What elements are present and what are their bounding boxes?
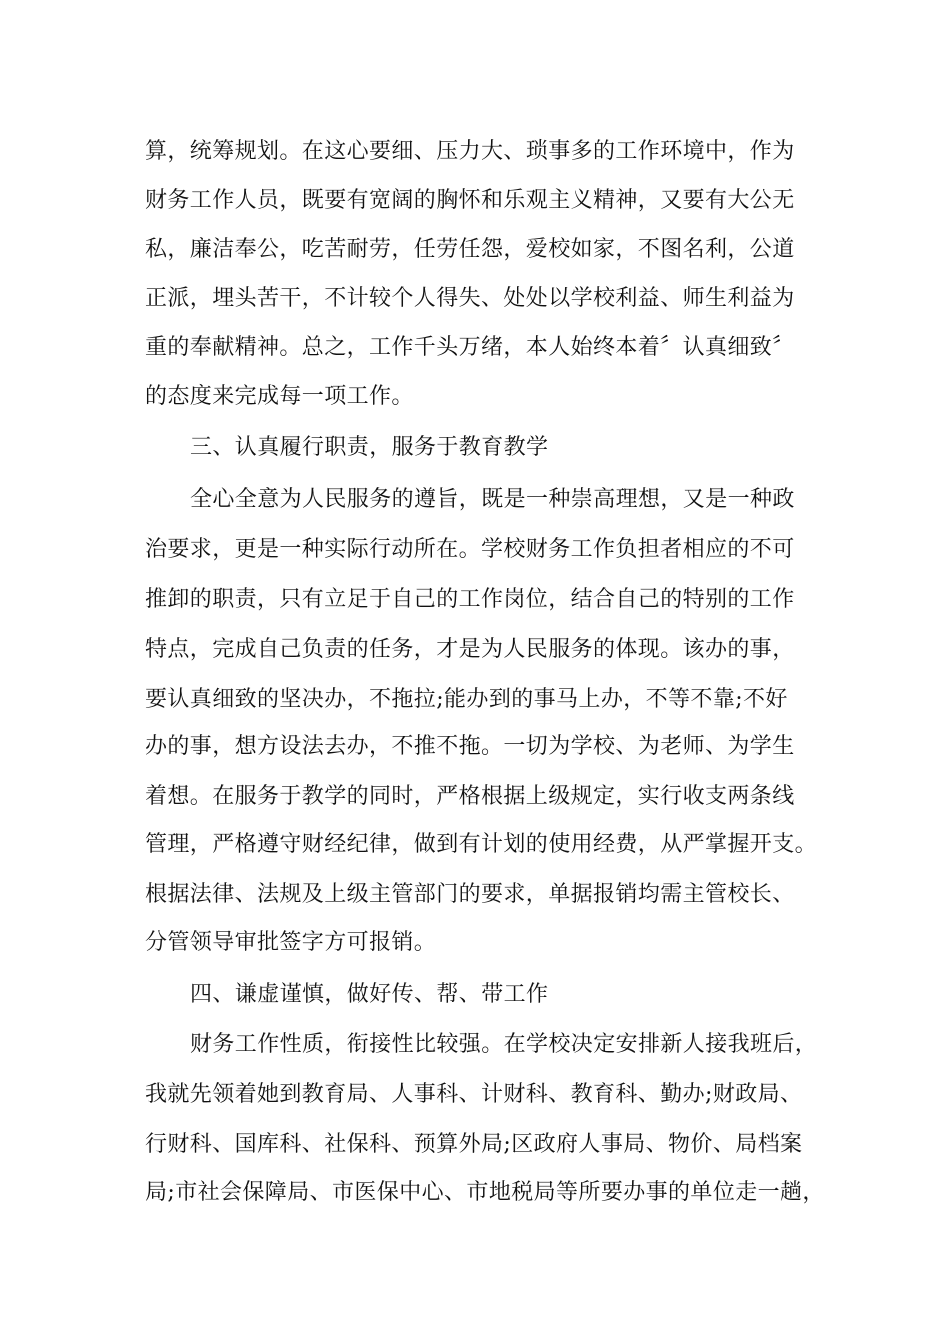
text-line: 分管领导审批签字方可报销。 bbox=[145, 930, 437, 955]
text-line: 着想。在服务于教学的同时，严格根据上级规定，实行收支两条线 bbox=[145, 784, 795, 809]
text-line: 行财科、国库科、社保科、预算外局;区政府人事局、物价、局档案 bbox=[145, 1132, 803, 1157]
text-line: 全心全意为人民服务的遵旨，既是一种崇高理想，又是一种政 bbox=[190, 487, 795, 512]
text-line: 重的奉献精神。总之，工作千头万绪，本人始终本着〞认真细致〞 bbox=[145, 335, 795, 360]
text-line: 局;市社会保障局、市医保中心、市地税局等所要办事的单位走一趟， bbox=[145, 1180, 825, 1205]
text-line: 特点，完成自己负责的任务，才是为人民服务的体现。该办的事， bbox=[145, 637, 795, 662]
text-line: 推卸的职责，只有立足于自己的工作岗位，结合自己的特别的工作 bbox=[145, 587, 795, 612]
text-line: 根据法律、法规及上级主管部门的要求，单据报销均需主管校长、 bbox=[145, 882, 795, 907]
text-line: 要认真细致的坚决办，不拖拉;能办到的事马上办，不等不靠;不好 bbox=[145, 687, 788, 712]
text-line: 财务工作人员，既要有宽阔的胸怀和乐观主义精神，又要有大公无 bbox=[145, 188, 795, 213]
text-line: 我就先领着她到教育局、人事科、计财科、教育科、勤办;财政局、 bbox=[145, 1082, 803, 1107]
text-line: 办的事，想方设法去办，不推不拖。一切为学校、为老师、为学生 bbox=[145, 734, 795, 759]
text-line: 算，统筹规划。在这心要细、压力大、琐事多的工作环境中，作为 bbox=[145, 139, 795, 164]
text-line: 的态度来完成每一项工作。 bbox=[145, 384, 414, 409]
text-line: 治要求，更是一种实际行动所在。学校财务工作负担者相应的不可 bbox=[145, 537, 795, 562]
section-heading: 四、谦虚谨慎，做好传、帮、带工作 bbox=[190, 982, 549, 1007]
text-line: 管理，严格遵守财经纪律，做到有计划的使用经费，从严掌握开支。 bbox=[145, 832, 818, 857]
text-line: 财务工作性质，衔接性比较强。在学校决定安排新人接我班后， bbox=[190, 1032, 818, 1057]
text-line: 正派，埋头苦干，不计较个人得失、处处以学校利益、师生利益为 bbox=[145, 286, 795, 311]
section-heading: 三、认真履行职责，服务于教育教学 bbox=[190, 435, 549, 460]
text-line: 私，廉洁奉公，吃苦耐劳，任劳任怨，爱校如家，不图名利，公道 bbox=[145, 237, 795, 262]
